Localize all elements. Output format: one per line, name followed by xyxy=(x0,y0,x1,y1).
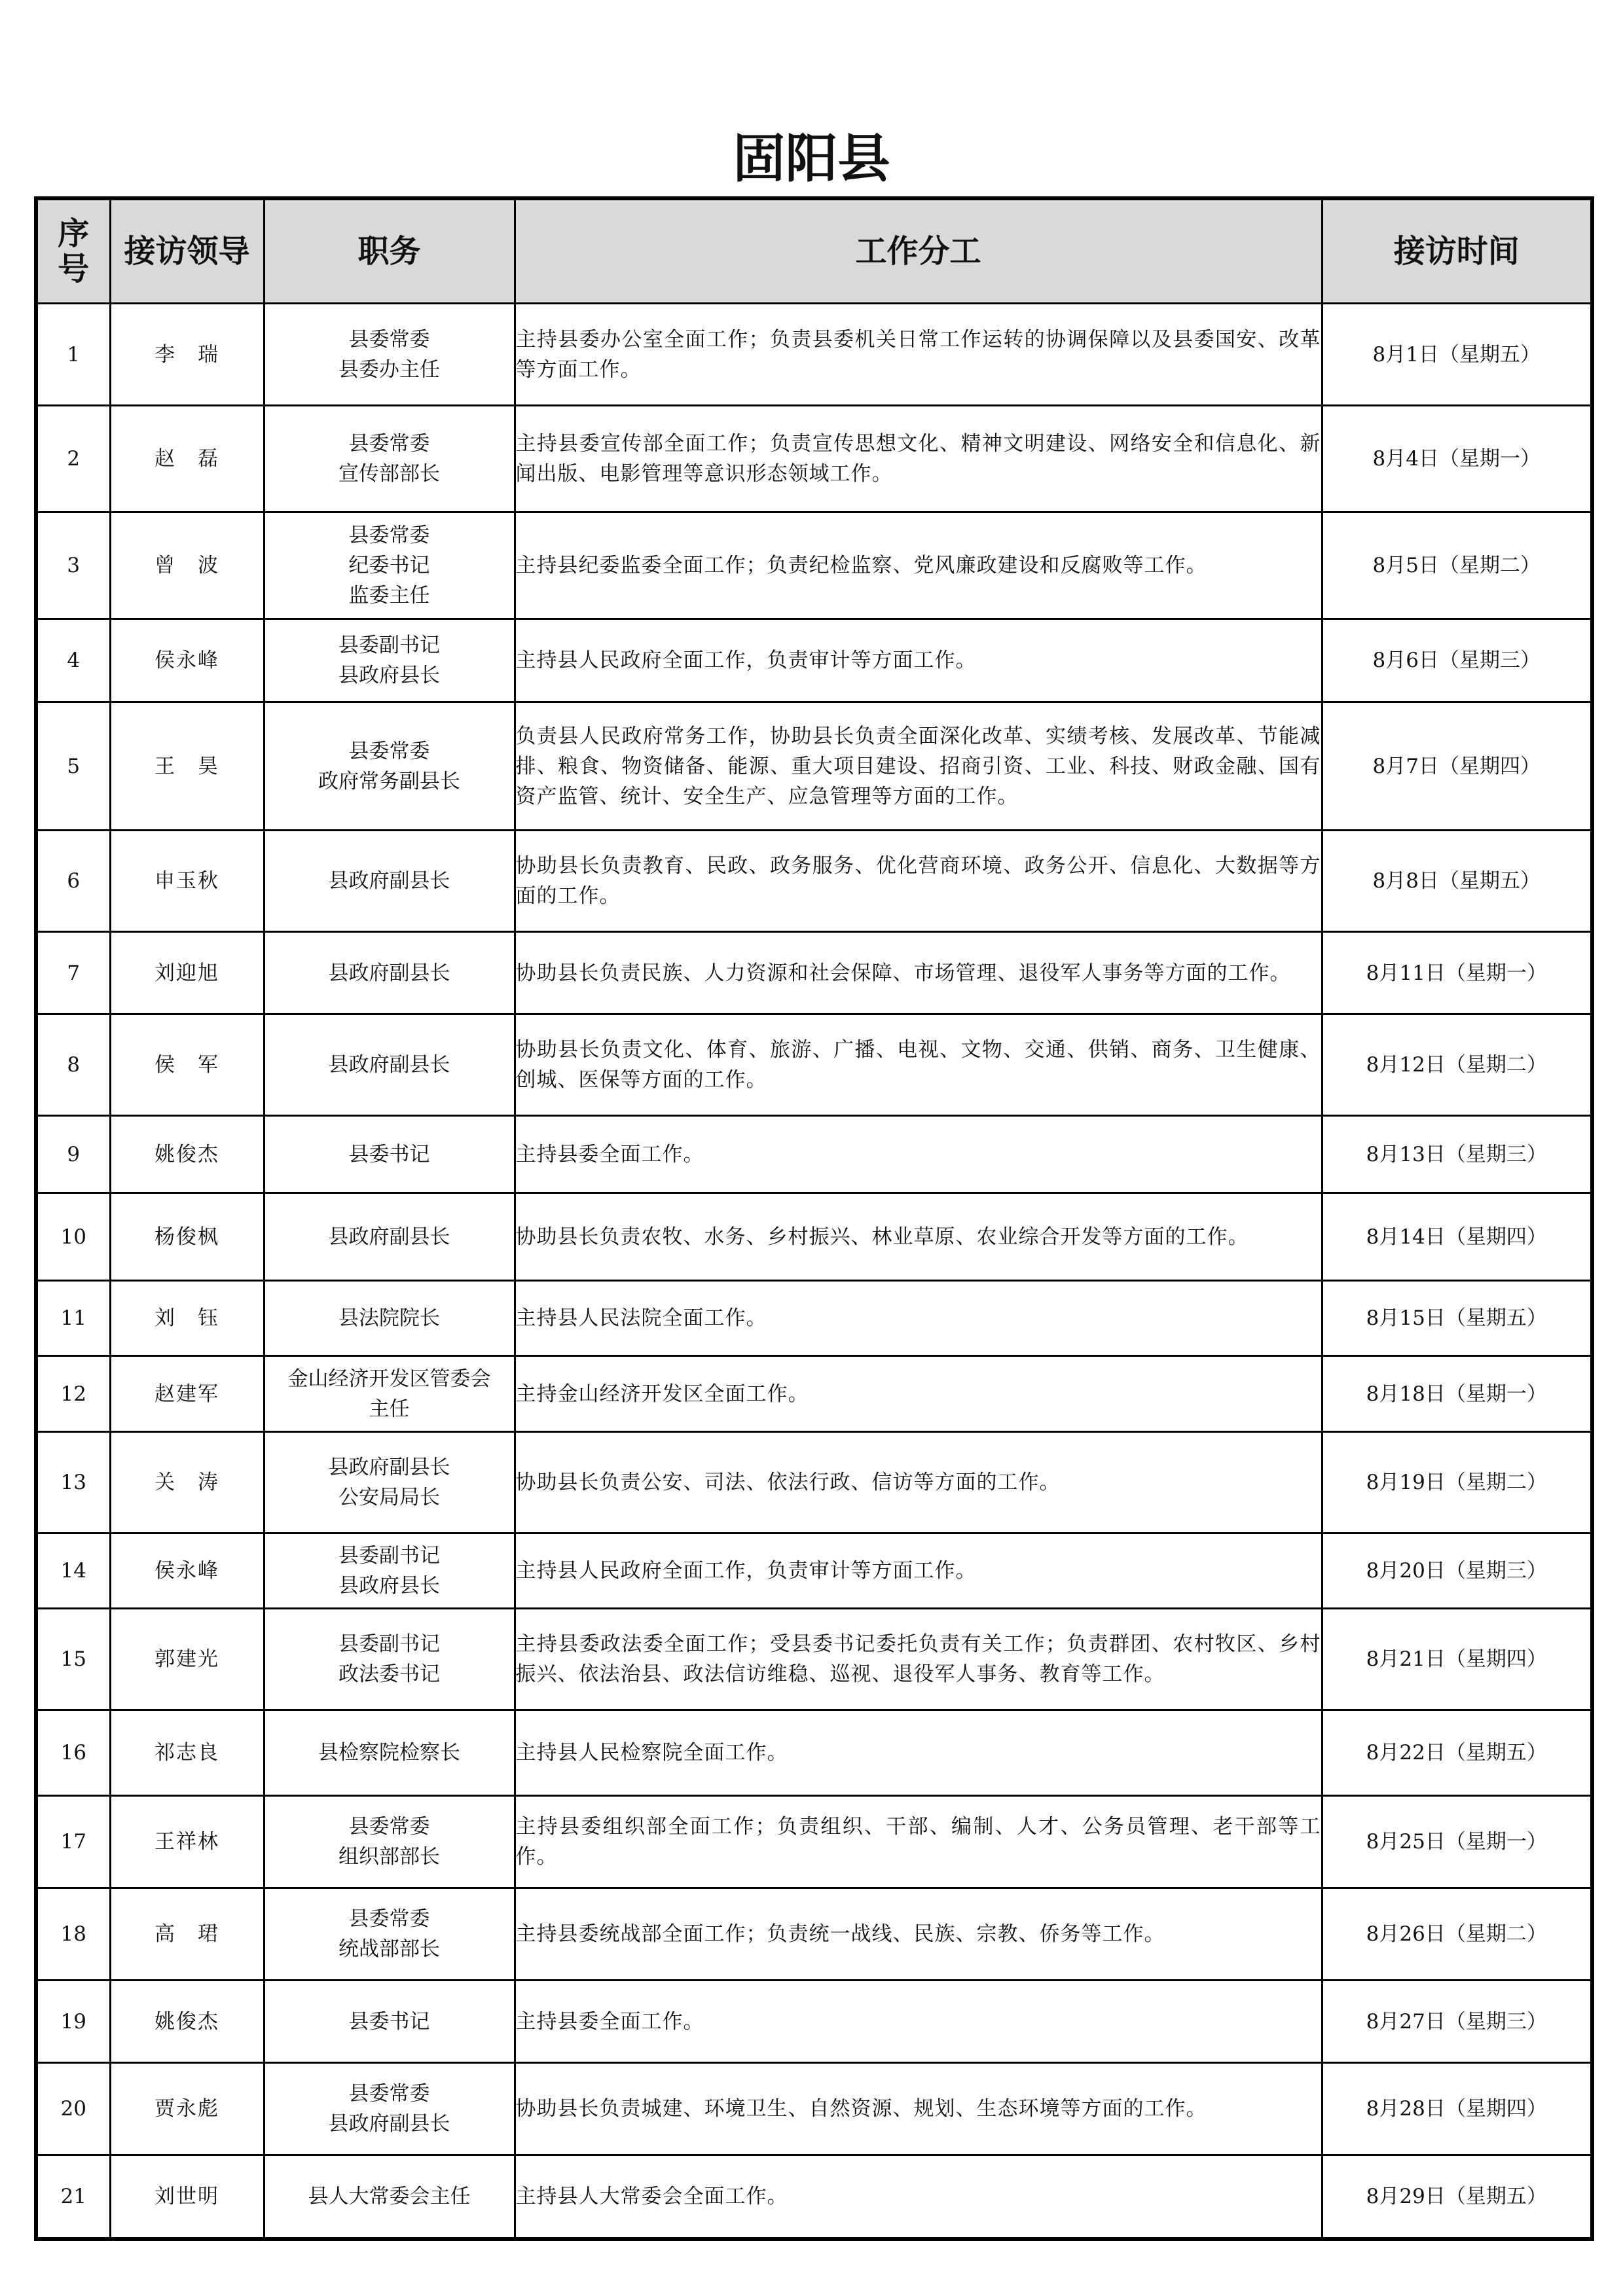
duty-description: 主持金山经济开发区全面工作。 xyxy=(515,1356,1322,1432)
position-line: 县委常委 xyxy=(348,739,430,763)
reception-time: 8月27日（星期三） xyxy=(1322,1981,1592,2063)
leader-position xyxy=(264,1281,515,1356)
leader-position xyxy=(264,1534,515,1609)
reception-time: 8月28日（星期四） xyxy=(1322,2063,1592,2155)
reception-time: 8月5日（星期二） xyxy=(1322,512,1592,619)
position-line: 金山经济开发区管委会 xyxy=(287,1367,491,1391)
duty-description: 主持县人民检察院全面工作。 xyxy=(515,1710,1322,1796)
row-no: 3 xyxy=(36,512,110,619)
duty-description: 主持县人民政府全面工作，负责审计等方面工作。 xyxy=(515,619,1322,702)
position-line: 县委常委 xyxy=(348,1907,430,1931)
leader-name: 侯永峰 xyxy=(110,619,264,702)
reception-schedule-table xyxy=(34,196,1594,2241)
leader-name: 王 昊 xyxy=(110,702,264,831)
leader-position xyxy=(264,1116,515,1193)
position-line: 组织部部长 xyxy=(338,1845,440,1869)
table-row xyxy=(36,2063,1592,2155)
position-line: 县委常委 xyxy=(348,327,430,351)
position-line: 主任 xyxy=(369,1397,410,1421)
table-row xyxy=(36,1888,1592,1981)
row-no: 18 xyxy=(36,1888,110,1981)
table-row xyxy=(36,1609,1592,1710)
reception-time: 8月14日（星期四） xyxy=(1322,1193,1592,1281)
leader-position xyxy=(264,619,515,702)
position-line: 县政府副县长 xyxy=(328,1225,450,1249)
leader-position xyxy=(264,1609,515,1710)
reception-time: 8月19日（星期二） xyxy=(1322,1432,1592,1534)
table-row xyxy=(36,1981,1592,2063)
duty-description: 协助县长负责农牧、水务、乡村振兴、林业草原、农业综合开发等方面的工作。 xyxy=(515,1193,1322,1281)
row-no: 9 xyxy=(36,1116,110,1193)
position-line: 县委常委 xyxy=(348,432,430,456)
position-line: 县委副书记 xyxy=(338,1544,440,1568)
duty-description: 主持县委统战部全面工作；负责统一战线、民族、宗教、侨务等工作。 xyxy=(515,1888,1322,1981)
reception-time: 8月12日（星期二） xyxy=(1322,1014,1592,1116)
duty-description: 协助县长负责文化、体育、旅游、广播、电视、文物、交通、供销、商务、卫生健康、创城、医保等方面的工作。 xyxy=(515,1014,1322,1116)
leader-name: 申玉秋 xyxy=(110,831,264,932)
header-position: 职务 xyxy=(264,198,515,304)
table-row xyxy=(36,1432,1592,1534)
position-line: 县委常委 xyxy=(348,1815,430,1839)
leader-name: 郭建光 xyxy=(110,1609,264,1710)
row-no: 2 xyxy=(36,406,110,512)
duty-description: 协助县长负责教育、民政、政务服务、优化营商环境、政务公开、信息化、大数据等方面的工作。 xyxy=(515,831,1322,932)
row-no: 4 xyxy=(36,619,110,702)
leader-name: 侯 军 xyxy=(110,1014,264,1116)
row-no: 20 xyxy=(36,2063,110,2155)
reception-time: 8月13日（星期三） xyxy=(1322,1116,1592,1193)
leader-position xyxy=(264,932,515,1014)
leader-name: 高 珺 xyxy=(110,1888,264,1981)
row-no: 8 xyxy=(36,1014,110,1116)
reception-time: 8月6日（星期三） xyxy=(1322,619,1592,702)
duty-description: 协助县长负责民族、人力资源和社会保障、市场管理、退役军人事务等方面的工作。 xyxy=(515,932,1322,1014)
table-row xyxy=(36,1796,1592,1888)
page-title: 固阳县 xyxy=(733,128,890,189)
leader-position xyxy=(264,1432,515,1534)
leader-position xyxy=(264,1888,515,1981)
position-line: 县委常委 xyxy=(348,2082,430,2106)
duty-description: 主持县委全面工作。 xyxy=(515,1981,1322,2063)
table-row xyxy=(36,512,1592,619)
table-row xyxy=(36,1014,1592,1116)
table-row xyxy=(36,304,1592,406)
table-header-row xyxy=(36,198,1592,304)
leader-name: 侯永峰 xyxy=(110,1534,264,1609)
reception-time: 8月22日（星期五） xyxy=(1322,1710,1592,1796)
leader-position xyxy=(264,1981,515,2063)
leader-position xyxy=(264,1356,515,1432)
duty-description: 主持县委组织部全面工作；负责组织、干部、编制、人才、公务员管理、老干部等工作。 xyxy=(515,1796,1322,1888)
row-no: 14 xyxy=(36,1534,110,1609)
leader-name: 刘 钰 xyxy=(110,1281,264,1356)
position-line: 县检察院检察长 xyxy=(318,1741,460,1765)
row-no: 5 xyxy=(36,702,110,831)
table-row xyxy=(36,1710,1592,1796)
reception-time: 8月21日（星期四） xyxy=(1322,1609,1592,1710)
table-row xyxy=(36,1356,1592,1432)
header-leader: 接访领导 xyxy=(110,198,264,304)
leader-position xyxy=(264,1014,515,1116)
position-line: 县政府副县长 xyxy=(328,869,450,893)
table-row xyxy=(36,1281,1592,1356)
row-no: 6 xyxy=(36,831,110,932)
leader-name: 赵 磊 xyxy=(110,406,264,512)
header-duties: 工作分工 xyxy=(515,198,1322,304)
header-no: 序 号 xyxy=(36,198,110,304)
leader-position xyxy=(264,2063,515,2155)
position-line: 县委副书记 xyxy=(338,634,440,657)
row-no: 12 xyxy=(36,1356,110,1432)
row-no: 15 xyxy=(36,1609,110,1710)
duty-description: 主持县人大常委会全面工作。 xyxy=(515,2155,1322,2239)
leader-position xyxy=(264,406,515,512)
position-line: 政法委书记 xyxy=(338,1662,440,1686)
position-line: 县政府副县长 xyxy=(328,961,450,985)
leader-name: 赵建军 xyxy=(110,1356,264,1432)
reception-time: 8月4日（星期一） xyxy=(1322,406,1592,512)
position-line: 县委办主任 xyxy=(338,357,440,382)
leader-position xyxy=(264,1796,515,1888)
position-line: 县法院院长 xyxy=(338,1306,440,1330)
leader-name: 李 瑞 xyxy=(110,304,264,406)
position-line: 纪委书记 xyxy=(348,554,430,577)
duty-description: 协助县长负责城建、环境卫生、自然资源、规划、生态环境等方面的工作。 xyxy=(515,2063,1322,2155)
duty-description: 负责县人民政府常务工作，协助县长负责全面深化改革、实绩考核、发展改革、节能减排、粮食、物资储备、能源、重大项目建设、招商引资、工业、科技、财政金融、国有资产监管、统计、安全生产、应急管理等方面的工作。 xyxy=(515,702,1322,831)
reception-time: 8月11日（星期一） xyxy=(1322,932,1592,1014)
table-row xyxy=(36,406,1592,512)
position-line: 县政府副县长 xyxy=(328,1456,450,1479)
leader-name: 王祥林 xyxy=(110,1796,264,1888)
table-row xyxy=(36,1193,1592,1281)
row-no: 21 xyxy=(36,2155,110,2239)
duty-description: 主持县委政法委全面工作；受县委书记委托负责有关工作；负责群团、农村牧区、乡村振兴、依法治县、政法信访维稳、巡视、退役军人事务、教育等工作。 xyxy=(515,1609,1322,1710)
row-no: 7 xyxy=(36,932,110,1014)
position-line: 监委主任 xyxy=(348,584,430,607)
row-no: 11 xyxy=(36,1281,110,1356)
position-line: 县政府县长 xyxy=(338,1574,440,1598)
leader-position xyxy=(264,702,515,831)
table-row xyxy=(36,932,1592,1014)
position-line: 县委书记 xyxy=(348,1142,430,1166)
leader-position xyxy=(264,2155,515,2239)
table-row xyxy=(36,619,1592,702)
position-line: 县委副书记 xyxy=(338,1632,440,1656)
leader-name: 姚俊杰 xyxy=(110,1116,264,1193)
duty-description: 主持县人民法院全面工作。 xyxy=(515,1281,1322,1356)
duty-description: 主持县委全面工作。 xyxy=(515,1116,1322,1193)
leader-name: 刘迎旭 xyxy=(110,932,264,1014)
leader-name: 祁志良 xyxy=(110,1710,264,1796)
position-line: 公安局局长 xyxy=(338,1486,440,1509)
leader-position xyxy=(264,1193,515,1281)
position-line: 县政府副县长 xyxy=(328,2112,450,2136)
duty-description: 主持县纪委监委全面工作；负责纪检监察、党风廉政建设和反腐败等工作。 xyxy=(515,512,1322,619)
row-no: 16 xyxy=(36,1710,110,1796)
duty-description: 主持县委宣传部全面工作；负责宣传思想文化、精神文明建设、网络安全和信息化、新闻出版、电影管理等意识形态领域工作。 xyxy=(515,406,1322,512)
duty-description: 主持县人民政府全面工作，负责审计等方面工作。 xyxy=(515,1534,1322,1609)
reception-time: 8月20日（星期三） xyxy=(1322,1534,1592,1609)
reception-time: 8月26日（星期二） xyxy=(1322,1888,1592,1981)
leader-name: 关 涛 xyxy=(110,1432,264,1534)
reception-time: 8月7日（星期四） xyxy=(1322,702,1592,831)
position-line: 县政府副县长 xyxy=(328,1053,450,1077)
reception-time: 8月29日（星期五） xyxy=(1322,2155,1592,2239)
reception-time: 8月18日（星期一） xyxy=(1322,1356,1592,1432)
leader-name: 刘世明 xyxy=(110,2155,264,2239)
row-no: 19 xyxy=(36,1981,110,2063)
reception-time: 8月15日（星期五） xyxy=(1322,1281,1592,1356)
leader-name: 杨俊枫 xyxy=(110,1193,264,1281)
reception-time: 8月1日（星期五） xyxy=(1322,304,1592,406)
duty-description: 协助县长负责公安、司法、依法行政、信访等方面的工作。 xyxy=(515,1432,1322,1534)
leader-position xyxy=(264,1710,515,1796)
table-row xyxy=(36,2155,1592,2239)
position-line: 县政府县长 xyxy=(338,664,440,687)
duty-description: 主持县委办公室全面工作；负责县委机关日常工作运转的协调保障以及县委国安、改革等方面工作。 xyxy=(515,304,1322,406)
table-row xyxy=(36,1116,1592,1193)
leader-position xyxy=(264,512,515,619)
position-line: 统战部部长 xyxy=(338,1937,440,1961)
row-no: 10 xyxy=(36,1193,110,1281)
position-line: 县人大常委会主任 xyxy=(308,2184,471,2208)
position-line: 宣传部部长 xyxy=(338,462,440,486)
leader-name: 贾永彪 xyxy=(110,2063,264,2155)
row-no: 13 xyxy=(36,1432,110,1534)
reception-time: 8月8日（星期五） xyxy=(1322,831,1592,932)
table-row xyxy=(36,831,1592,932)
leader-position xyxy=(264,304,515,406)
position-line: 县委常委 xyxy=(348,524,430,547)
table-row xyxy=(36,1534,1592,1609)
leader-name: 姚俊杰 xyxy=(110,1981,264,2063)
row-no: 17 xyxy=(36,1796,110,1888)
header-time: 接访时间 xyxy=(1322,198,1592,304)
position-line: 政府常务副县长 xyxy=(318,769,460,793)
leader-position xyxy=(264,831,515,932)
row-no: 1 xyxy=(36,304,110,406)
table-row xyxy=(36,702,1592,831)
reception-time: 8月25日（星期一） xyxy=(1322,1796,1592,1888)
position-line: 县委书记 xyxy=(348,2009,430,2034)
leader-name: 曾 波 xyxy=(110,512,264,619)
